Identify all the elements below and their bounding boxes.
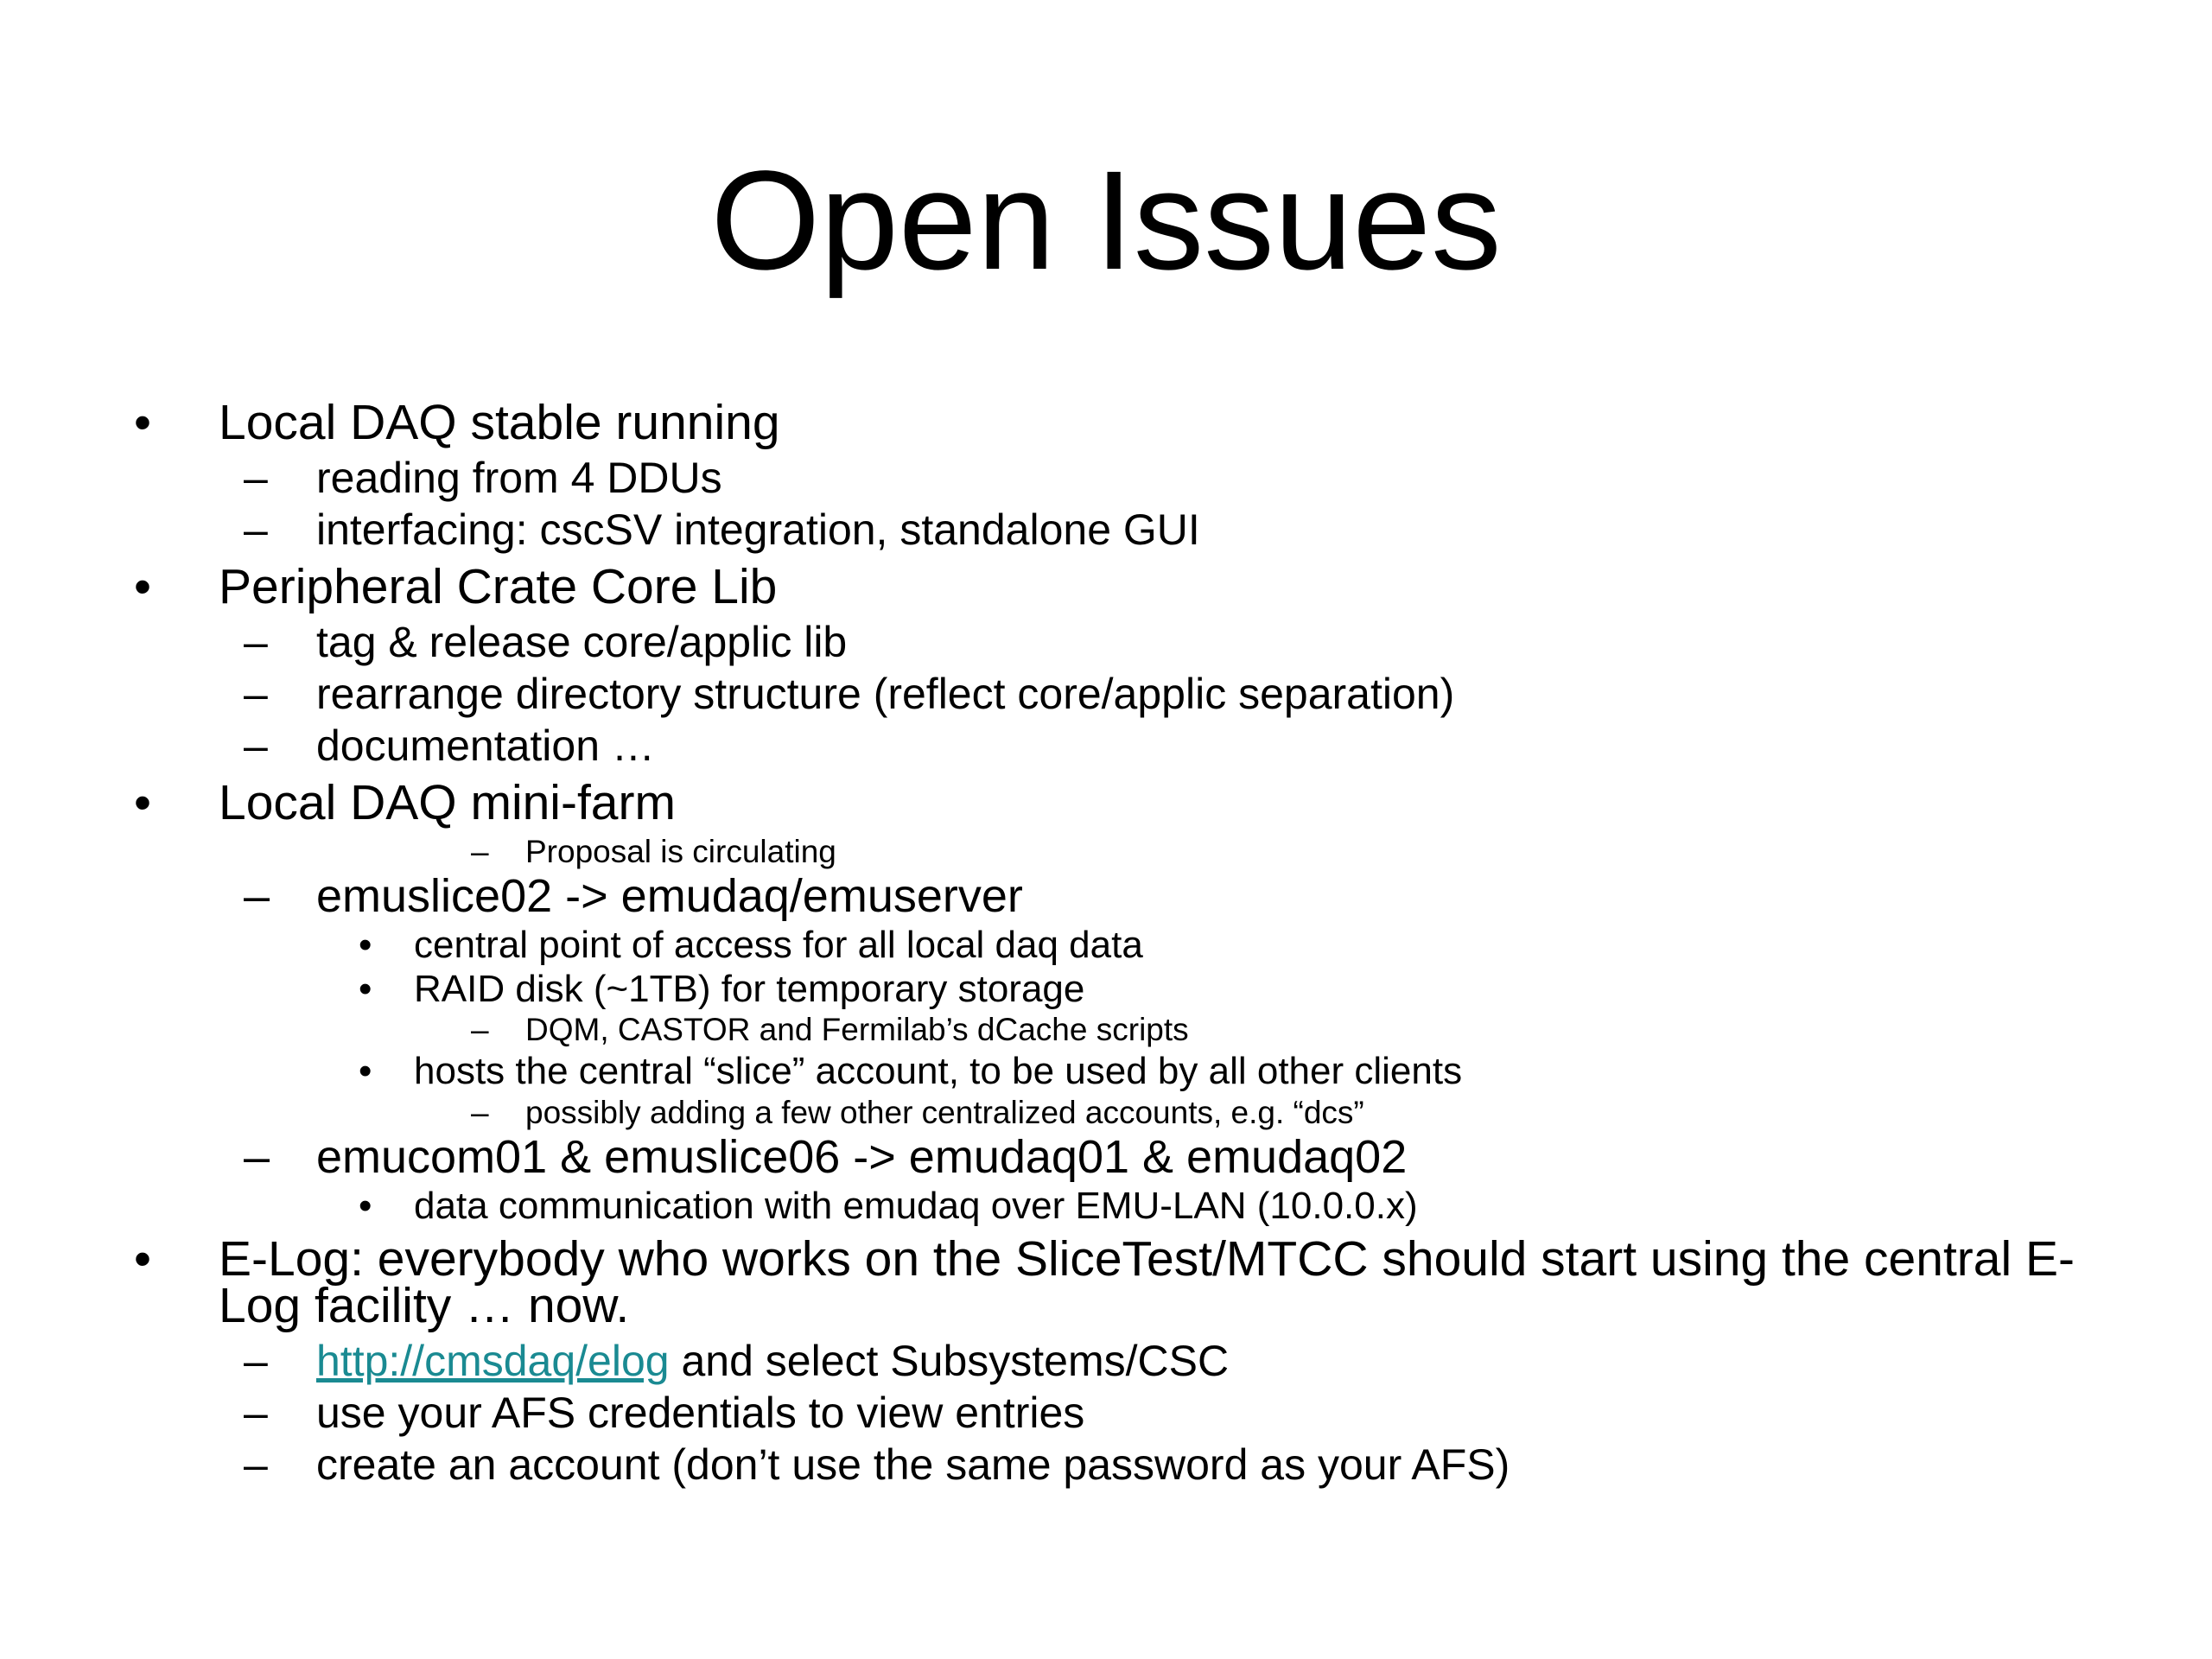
sub-item-elog-link-line xyxy=(316,1336,1229,1386)
sub-sub-sub-item-accounts: possibly adding a few other centralized accounts, e.g. “dcs” xyxy=(525,1095,1364,1130)
sub-item-interfacing: interfacing: cscSV integration, standalone GUI xyxy=(316,505,1200,554)
bullet-daq-running: Local DAQ stable running xyxy=(219,395,780,450)
sub-item-emuslice02: emuslice02 -> emudaq/emuserver xyxy=(316,870,1023,922)
slide-title: Open Issues xyxy=(710,141,1502,299)
dash-marker: – xyxy=(471,1095,489,1130)
bullet-minifarm: Local DAQ mini-farm xyxy=(219,775,676,830)
dash-marker: – xyxy=(244,454,268,502)
sub-sub-item-data-comm: data communication with emudaq over EMU-LAN (10.0.0.x) xyxy=(414,1185,1418,1227)
bullet-elog-line2: Log facility … now. xyxy=(219,1278,630,1333)
sub-sub-item-access-point: central point of access for all local daq data xyxy=(414,924,1143,966)
dash-marker: – xyxy=(244,1389,268,1437)
sub-item-tag-release: tag & release core/applic lib xyxy=(316,618,848,666)
sub-item-documentation: documentation … xyxy=(316,721,655,770)
bullet-marker: • xyxy=(359,924,372,966)
dash-marker: – xyxy=(471,834,489,869)
bullet-marker: • xyxy=(134,1231,151,1287)
dash-marker: – xyxy=(244,721,268,770)
sub-sub-item-hosts: hosts the central “slice” account, to be used by all other clients xyxy=(414,1050,1463,1092)
bullet-elog-line1: E-Log: everybody who works on the SliceTest/MTCC should start using the central E- xyxy=(219,1231,2075,1287)
dash-marker: – xyxy=(244,670,268,718)
dash-marker: – xyxy=(244,1440,268,1489)
sub-sub-item-raid: RAID disk (~1TB) for temporary storage xyxy=(414,968,1085,1010)
dash-marker: – xyxy=(244,505,268,554)
sub-item-afs-credentials: use your AFS credentials to view entries xyxy=(316,1389,1085,1437)
dash-marker: – xyxy=(244,1131,270,1183)
bullet-marker: • xyxy=(134,395,151,450)
sub-item-emucom01: emucom01 & emuslice06 -> emudaq01 & emudaq02 xyxy=(316,1131,1408,1183)
elog-link[interactable]: http://cmsdaq/elog xyxy=(316,1337,670,1385)
bullet-marker: • xyxy=(359,1185,372,1227)
elog-link-suffix: and select Subsystems/CSC xyxy=(669,1337,1230,1385)
sub-item-ddus: reading from 4 DDUs xyxy=(316,454,722,502)
sub-sub-sub-item-scripts: DQM, CASTOR and Fermilab’s dCache scripts xyxy=(525,1012,1189,1047)
bullet-marker: • xyxy=(359,968,372,1010)
bullet-marker: • xyxy=(134,559,151,614)
sub-item-create-account: create an account (don’t use the same password as your AFS) xyxy=(316,1440,1510,1489)
bullet-marker: • xyxy=(359,1050,372,1092)
dash-marker: – xyxy=(244,1337,268,1385)
dash-marker: – xyxy=(244,870,270,922)
bullet-crate-lib: Peripheral Crate Core Lib xyxy=(219,559,778,614)
dash-marker: – xyxy=(244,618,268,666)
sub-item-rearrange: rearrange directory structure (reflect core/applic separation) xyxy=(316,670,1455,718)
bullet-marker: • xyxy=(134,775,151,830)
sub-item-proposal: Proposal is circulating xyxy=(525,834,836,869)
dash-marker: – xyxy=(471,1012,489,1047)
